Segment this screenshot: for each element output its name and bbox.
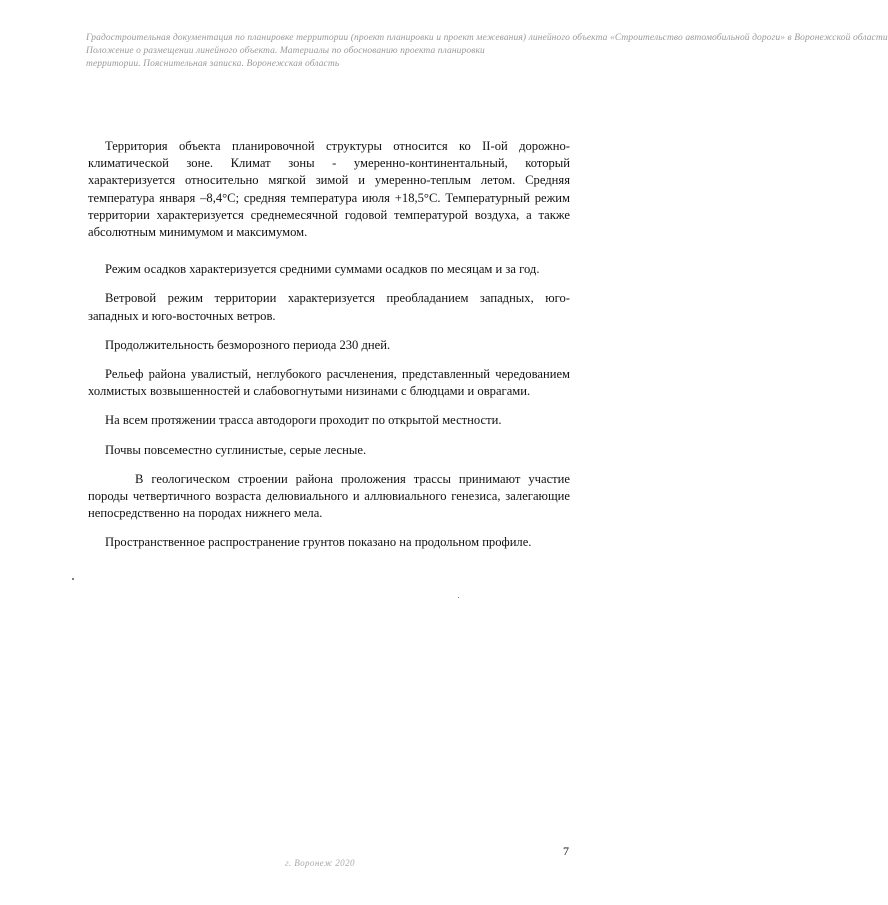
paragraph-profile: Пространственное распространение грунтов показано на продольном профиле. — [105, 535, 532, 550]
scan-speck — [72, 578, 74, 580]
paragraph-relief: Рельеф района увалистый, неглубокого расчленения, представленный чередованием холмистых возвышенностей и слабовогнутыми низинами с блюдцами и оврагами. — [88, 367, 570, 399]
paragraph-soils: Почвы повсеместно суглинистые, серые лесные. — [105, 442, 367, 457]
header-line: Положение о размещении линейного объекта. Материалы по обоснованию проекта планировки — [86, 46, 485, 56]
paragraph-precipitation: Режим осадков характеризуется средними суммами осадков по месяцам и за год. — [105, 262, 540, 277]
header-line: Градостроительная документация по планировке территории (проект планировки и проект межевания) линейного объекта «Строительство автомобильной дороги» в Воронежской области — [86, 33, 888, 43]
paragraph-wind: Ветровой режим территории характеризуется преобладанием западных, юго-западных и юго-восточных ветров. — [88, 291, 570, 323]
paragraph-route: На всем протяжении трасса автодороги проходит по открытой местности. — [105, 413, 502, 428]
paragraph-climate: Территория объекта планировочной структуры относится ко II-ой дорожно-климатической зоне. Климат зоны - умеренно-континентальный, который характеризуется относительно мягкой зимой и умеренно-теплым летом. Средняя температура января –8,4°С; средняя температура июля +18,5°С. Температурный режим территории характеризуется среднемесячной годовой температурой воздуха, а также абсолютным минимумом и максимумом. — [88, 139, 570, 240]
running-footer: г. Воронеж 2020 — [285, 858, 355, 868]
running-header — [86, 32, 888, 71]
document-body — [88, 138, 570, 564]
page-number: 7 — [563, 844, 569, 858]
scan-speck — [458, 597, 459, 598]
header-line: территории. Пояснительная записка. Воронежская область — [86, 59, 340, 69]
paragraph-geology: В геологическом строении района проложения трассы принимают участие породы четвертичного возраста делювиального и аллювиального генезиса, залегающие непосредственно на породах нижнего мела. — [88, 471, 570, 521]
paragraph-frost-free: Продолжительность безморозного периода 230 дней. — [105, 337, 391, 352]
